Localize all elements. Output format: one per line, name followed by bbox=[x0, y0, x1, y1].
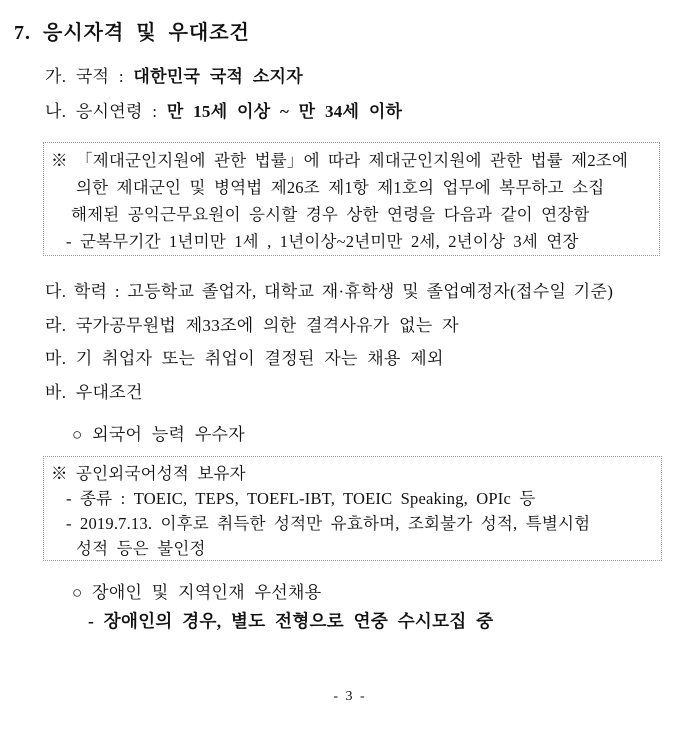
item-nationality-label: 가. 국적 : bbox=[45, 67, 134, 86]
item-disqualification: 라. 국가공무원법 제33조에 의한 결격사유가 없는 자 bbox=[45, 316, 459, 335]
veteran-note-box bbox=[43, 142, 660, 256]
veteran-note-line: 의한 제대군인 및 병역법 제26조 제1항 제1호의 업무에 복무하고 소집 bbox=[76, 178, 605, 197]
item-preference: 바. 우대조건 bbox=[45, 383, 143, 402]
item-nationality bbox=[45, 62, 303, 87]
language-note-box bbox=[43, 456, 662, 561]
veteran-note-line: ※ 「제대군인지원에 관한 법률」에 따라 제대군인지원에 관한 법률 제2조에 bbox=[51, 151, 629, 170]
veteran-note-line: - 군복무기간 1년미만 1세 , 1년이상~2년미만 2세, 2년이상 3세 연장 bbox=[66, 232, 579, 251]
item-nationality-value: 대한민국 국적 소지자 bbox=[133, 67, 303, 86]
bullet-foreign-language: ○ 외국어 능력 우수자 bbox=[72, 425, 245, 444]
language-note-line: 성적 등은 불인정 bbox=[76, 539, 206, 558]
veteran-note-line: 해제된 공익근무요원이 응시할 경우 상한 연령을 다음과 같이 연장함 bbox=[71, 205, 590, 224]
bullet-priority-hiring: ○ 장애인 및 지역인재 우선채용 bbox=[72, 583, 322, 602]
item-age-label: 나. 응시연령 : bbox=[45, 102, 167, 121]
item-employment: 마. 기 취업자 또는 취업이 결정된 자는 채용 제외 bbox=[45, 349, 444, 368]
language-note-line: - 2019.7.13. 이후로 취득한 성적만 유효하며, 조회불가 성적, 특별시험 bbox=[66, 514, 591, 533]
item-education: 다. 학력 : 고등학교 졸업자, 대학교 재·휴학생 및 졸업예정자(접수일 기준) bbox=[45, 282, 614, 301]
item-age-value: 만 15세 이상 ~ 만 34세 이하 bbox=[166, 102, 403, 121]
priority-sub-item: - 장애인의 경우, 별도 전형으로 연중 수시모집 중 bbox=[88, 611, 494, 631]
language-note-line: - 종류 : TOEIC, TEPS, TOEFL-IBT, TOEIC Speaking, OPIc 등 bbox=[66, 489, 536, 508]
language-note-line: ※ 공인외국어성적 보유자 bbox=[51, 464, 246, 483]
page-title: 7. 응시자격 및 우대조건 bbox=[14, 22, 250, 44]
page-number: - 3 - bbox=[333, 689, 367, 704]
item-age bbox=[45, 97, 402, 122]
